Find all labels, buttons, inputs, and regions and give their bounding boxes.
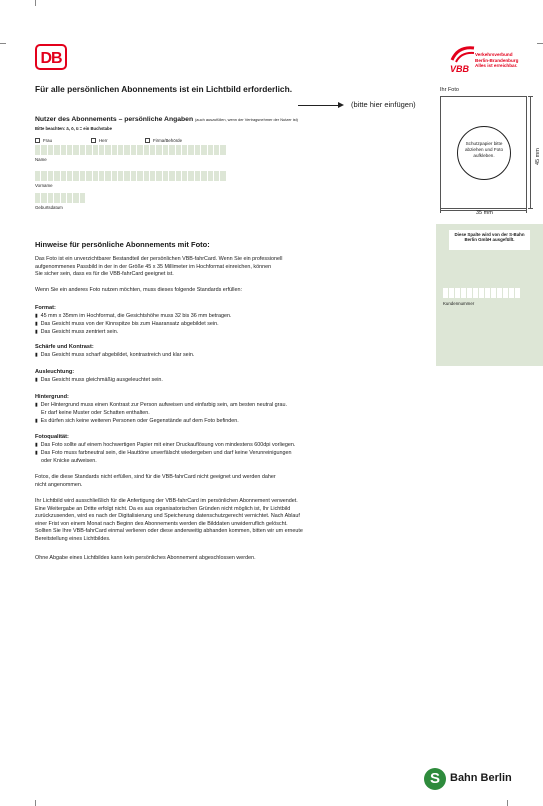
sbahn-brand: Bahn Berlin	[450, 772, 512, 784]
dimension-tick	[528, 96, 533, 97]
char-cell[interactable]	[80, 193, 86, 203]
first-name-field[interactable]	[35, 171, 227, 181]
sbahn-logo: S	[424, 768, 446, 790]
vbb-line: Alles ist erreichbar.	[475, 63, 518, 69]
crop-mark	[507, 800, 508, 806]
list-item: ▮ Es dürfen sich keine weiteren Personen oder Gegenstände auf dem Foto befinden.	[35, 418, 435, 426]
standards-intro: Wenn Sie ein anderes Foto nutzen möchten, muss dieses folgende Standards erfüllen:	[35, 287, 242, 293]
vbb-wordmark: VBB	[450, 64, 470, 74]
width-dimension: 35 mm	[476, 210, 493, 216]
form-section-title: Nutzer des Abonnements – persönliche Angaben (auch auszufüllen, wenn der Vertragsnehmer der Nutzer ist)	[35, 116, 298, 123]
dimension-tick	[526, 208, 527, 213]
char-cell[interactable]	[220, 145, 226, 155]
list-item: ▮ Das Foto sollte auf einem hochwertigen Papier mit einer Druckauflösung von mindestens 600dpi vorliegen.	[35, 442, 435, 450]
field-label: Name	[35, 157, 47, 162]
height-dimension-line	[530, 96, 531, 209]
list-item-continuation: oder Knicke aufweisen.	[41, 458, 97, 464]
service-box-title: Diese Spalte wird von der S-Bahn Berlin GmbH ausgefüllt.	[449, 230, 530, 250]
sharpness-heading: Schärfe und Kontrast:	[35, 344, 94, 350]
hints-title: Hinweise für persönliche Abonnements mit Foto:	[35, 240, 210, 249]
list-item-continuation: Er darf keine Muster oder Schatten enthalten.	[41, 410, 150, 416]
char-cell[interactable]	[220, 171, 226, 181]
crop-mark	[35, 0, 36, 6]
checkbox-label: Firma/Behörde	[153, 138, 183, 143]
checkbox-firma[interactable]	[145, 138, 150, 143]
list-item: ▮ Das Foto muss farbneutral sein, die Hauttöne unverfälscht wiedergeben und darf keine Verunreinigungen	[35, 450, 435, 458]
db-logo: DB	[35, 44, 67, 70]
photo-label: Ihr Foto	[440, 87, 459, 93]
quality-heading: Fotoqualität:	[35, 434, 69, 440]
vbb-line: Berlin-Brandenburg	[475, 57, 519, 63]
field-label: Vorname	[35, 183, 53, 188]
checkbox-frau[interactable]	[35, 138, 40, 143]
vbb-line: Verkehrsverbund	[475, 52, 513, 57]
crop-mark	[0, 43, 6, 44]
checkbox-label: Herr	[99, 138, 108, 143]
intro-paragraph: Das Foto ist ein unverzichtbarer Bestandteil der persönlichen VBB-fahrCard. Wenn Sie ein professionell aufgenommenes Passbild in der in der Größe 45 x 35 Millimeter im Hochformat einreichen, können Sie sicher sein, dass es für die VBB-fahrCard geeignet ist.	[35, 256, 283, 278]
usage-paragraph: Ihr Lichtbild wird ausschließlich für die Anfertigung der VBB-fahrCard im persönlichen Abonnement verwendet. Eine Weitergabe an Dritte erfolgt nicht. Da es aus organisatorischen Gründen nicht möglich ist, Ihr Lichtbild zurückzusenden, wird es nach der Digitalisierung und Speicherung datenschutzgerecht vernichtet. Nach Ablauf einer Frist von einem Monat nach Beginn des Abonnements werden die Bilddaten unwiderruflich gelöscht. Sollten Sie Ihre VBB-fahrCard einmal verlieren oder diese anderweitig abhanden kommen, bitten wir um erneute Bereitstellung eines Lichtbildes.	[35, 498, 303, 542]
list-item: ▮ Das Gesicht muss gleichmäßig ausgeleuchtet sein.	[35, 377, 435, 385]
crop-mark	[537, 43, 543, 44]
checkbox-herr[interactable]	[91, 138, 96, 143]
field-label: Geburtsdatum	[35, 205, 63, 210]
list-item: ▮ Das Gesicht muss scharf abgebildet, kontrastreich und klar sein.	[35, 352, 435, 360]
dimension-tick	[528, 208, 533, 209]
field-label: Kundennummer	[443, 301, 475, 306]
format-heading: Format:	[35, 305, 56, 311]
checkbox-label: Frau	[43, 138, 53, 143]
name-field[interactable]	[35, 145, 227, 155]
char-cell[interactable]	[515, 288, 521, 298]
not-met-paragraph: Fotos, die diese Standards nicht erfüllen, sind für die VBB-fahrCard nicht geeignet und werden daher nicht angenommen.	[35, 474, 276, 488]
form-section-note: (auch auszufüllen, wenn der Vertragsnehmer der Nutzer ist)	[195, 117, 298, 122]
photo-instructions: Schutzpapier bitte abziehen und Foto aufkleben.	[464, 141, 504, 158]
vbb-logo	[448, 42, 528, 78]
height-dimension: 45 mm	[535, 148, 541, 165]
customer-number-field[interactable]	[443, 288, 521, 298]
dimension-tick	[440, 208, 441, 213]
page-title: Für alle persönlichen Abonnements ist ein Lichtbild erforderlich.	[35, 84, 293, 94]
birthdate-field[interactable]	[35, 193, 86, 203]
list-item: ▮ 45 mm x 35mm im Hochformat, die Gesichtshöhe muss 32 bis 36 mm betragen.	[35, 313, 435, 321]
list-item: ▮ Das Gesicht muss zentriert sein.	[35, 329, 435, 337]
arrow-right-icon	[338, 102, 344, 108]
list-item: ▮ Das Gesicht muss von der Kinnspitze bis zum Haaransatz abgebildet sein.	[35, 321, 435, 329]
photo-arrow	[298, 100, 428, 112]
background-heading: Hintergrund:	[35, 394, 69, 400]
arrow-label: (bitte hier einfügen)	[351, 100, 416, 109]
lighting-heading: Ausleuchtung:	[35, 369, 75, 375]
form-instruction: Bitte beachten: ä, ö, ü = ein Buchstabe	[35, 126, 112, 131]
list-item: ▮ Der Hintergrund muss einen Kontrast zur Person aufweisen und einfarbig sein, am besten neutral grau.	[35, 402, 435, 410]
crop-mark	[35, 800, 36, 806]
closing-paragraph: Ohne Abgabe eines Lichtbildes kann kein persönliches Abonnement abgeschlossen werden.	[35, 555, 256, 561]
